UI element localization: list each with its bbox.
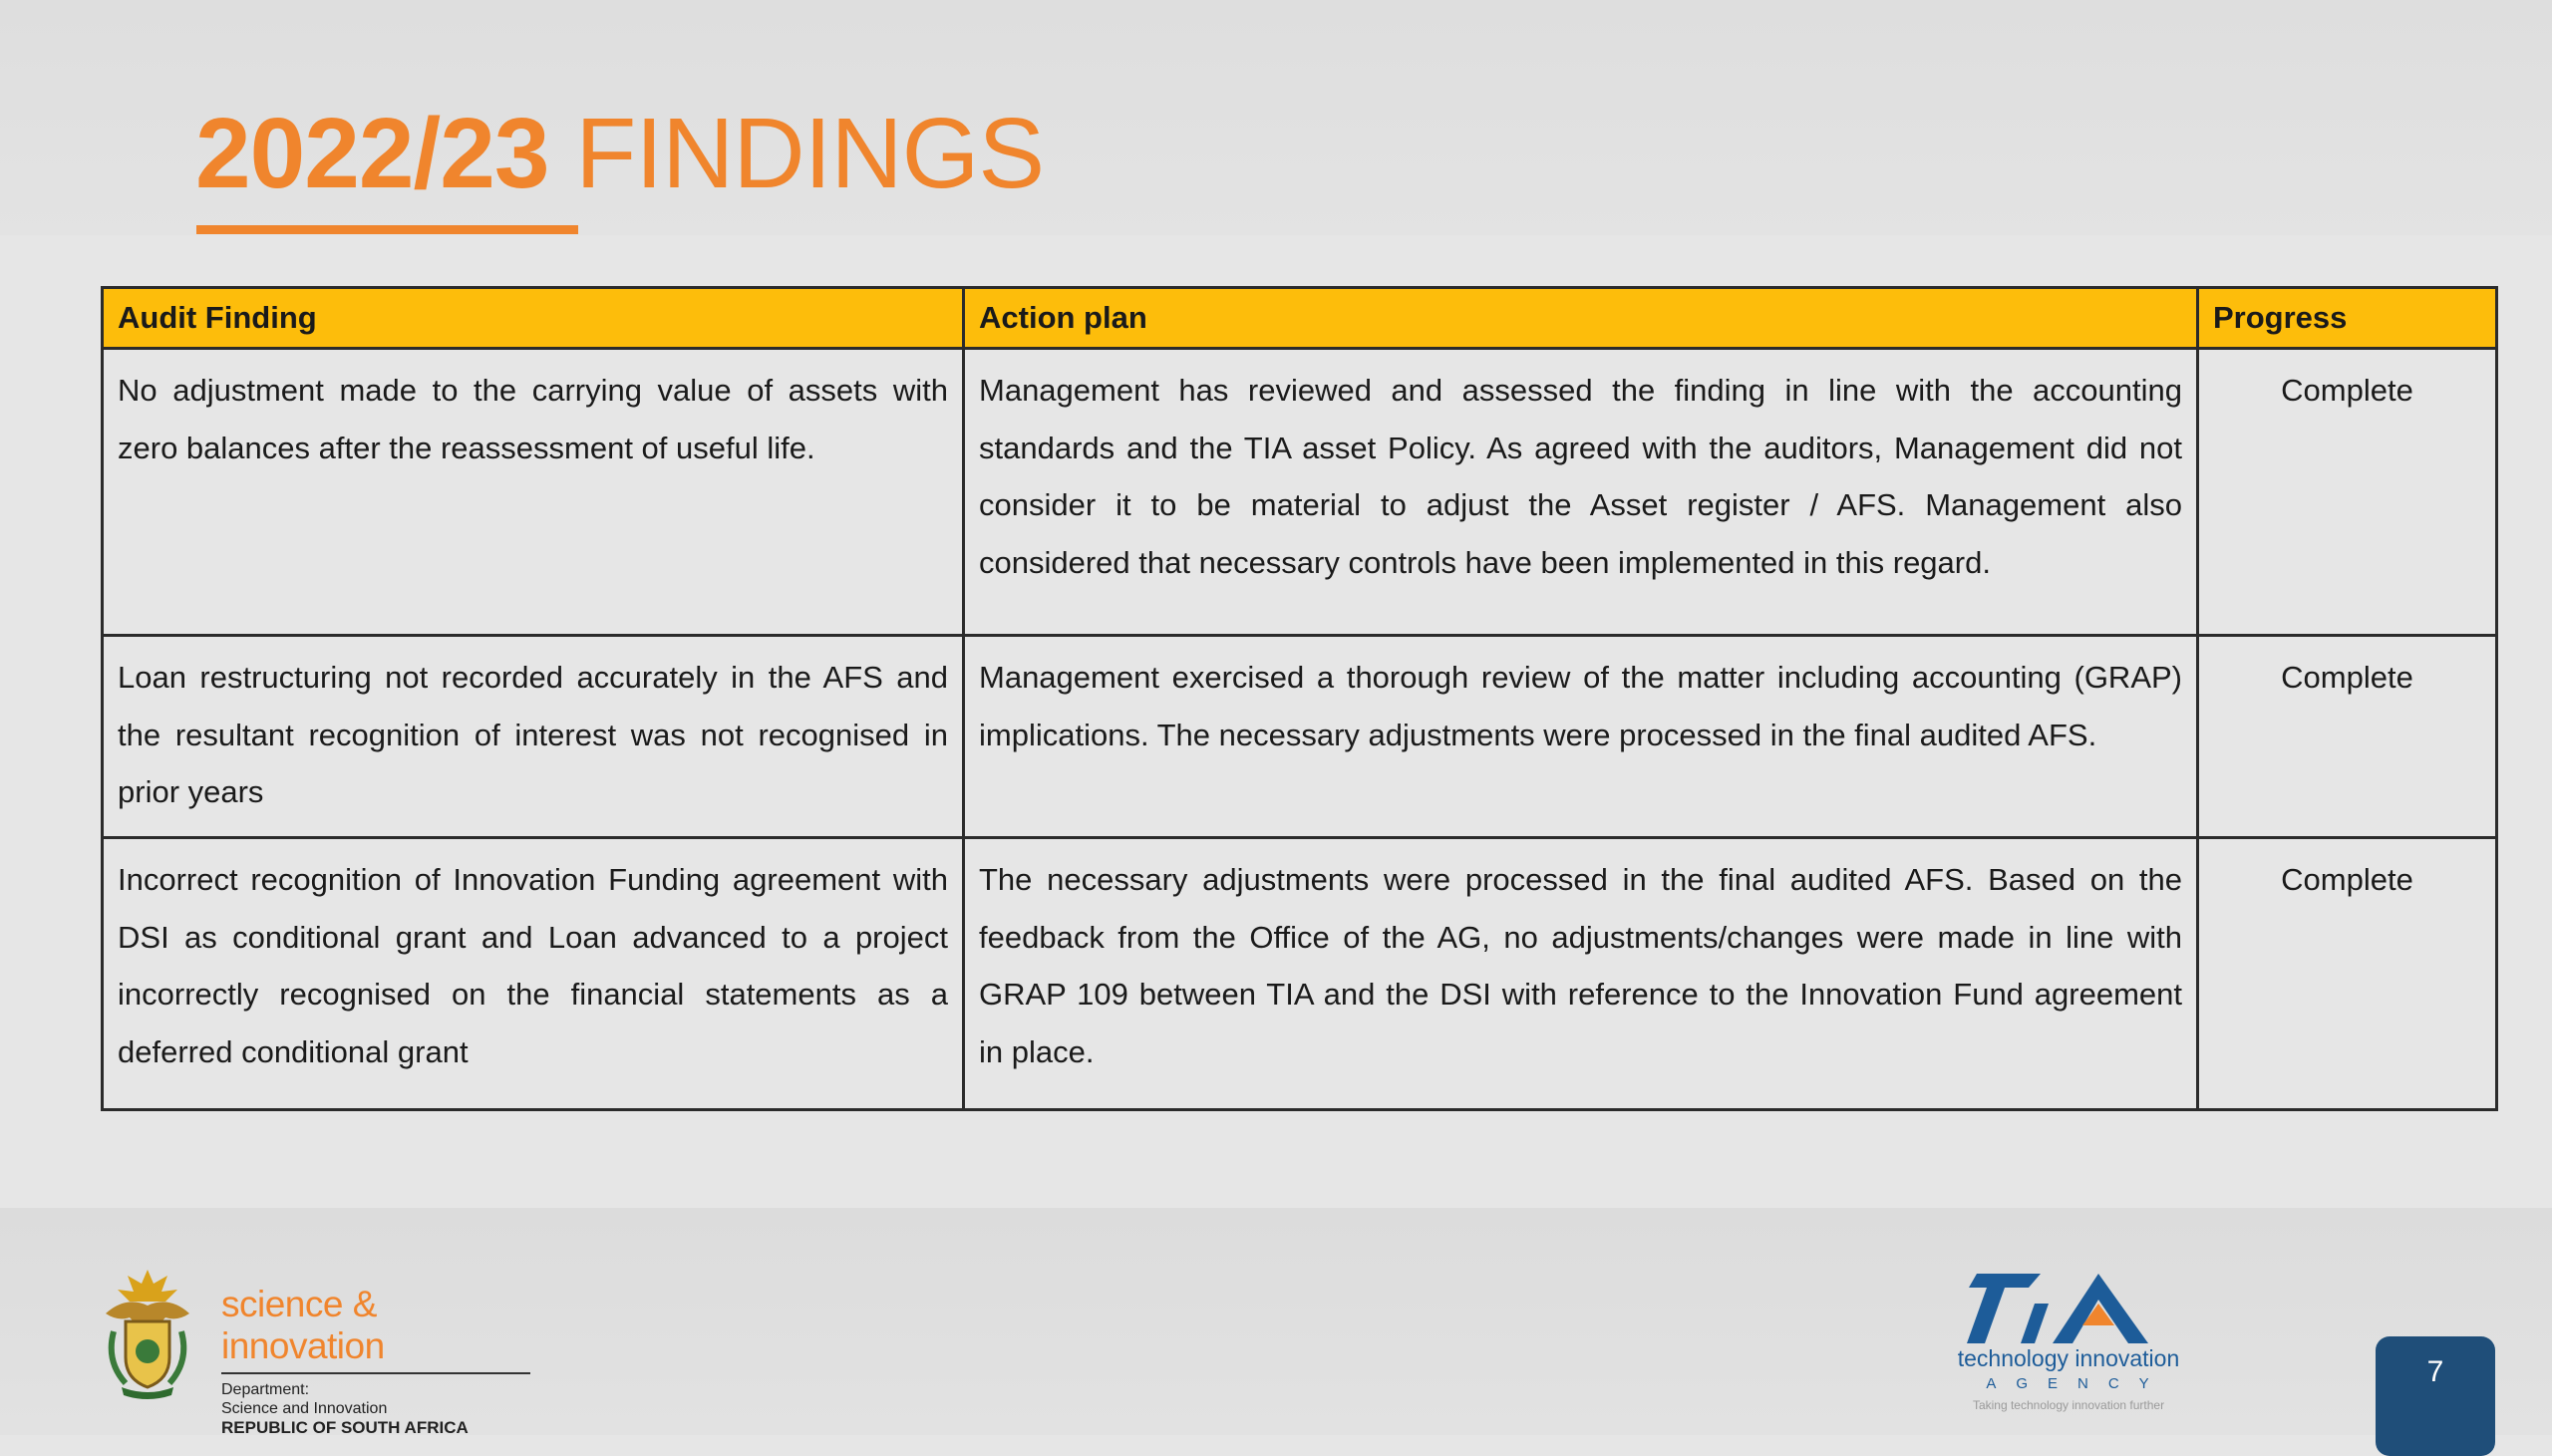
table-header-row [103,288,2497,349]
action-plan-cell: Management has reviewed and assessed the finding in line with the accounting standards and the TIA asset Policy. As agreed with the auditors, Management did not consider it to be material to adjust the Asset register / AFS. Management also considered that necessary controls have been implemented in this regard. [964,349,2198,636]
header-audit-finding: Audit Finding [103,288,964,349]
page-number: 7 [2376,1336,2495,1456]
tia-caption [1944,1345,2193,1413]
tia-tagline: Taking technology innovation further [1972,1398,2165,1412]
progress-cell: Complete [2198,838,2497,1110]
progress-cell: Complete [2198,349,2497,636]
department-divider [221,1372,530,1374]
table-row [103,838,2497,1110]
department-name: science & innovation [221,1284,385,1366]
audit-finding-cell: No adjustment made to the carrying value of assets with zero balances after the reassessment of useful life. [103,349,964,636]
progress-cell: Complete [2198,636,2497,838]
title-underline [196,225,578,234]
action-plan-cell: Management exercised a thorough review of the matter including accounting (GRAP) implications. The necessary adjustments were processed in the final audited AFS. [964,636,2198,838]
tia-name: technology innovation [1957,1345,2180,1371]
coat-of-arms-icon [96,1262,199,1401]
department-logo [221,1284,540,1437]
audit-finding-cell: Loan restructuring not recorded accurately in the AFS and the resultant recognition of interest was not recognised in prior years [103,636,964,838]
country-name: REPUBLIC OF SOUTH AFRICA [221,1418,469,1437]
department-label: Department: [221,1381,310,1398]
table-row [103,636,2497,838]
title-text: FINDINGS [548,98,1045,209]
findings-table [101,286,2498,1111]
table-row [103,349,2497,636]
audit-finding-cell: Incorrect recognition of Innovation Funding agreement with DSI as conditional grant and Loan advanced to a project incorrectly recognised on the financial statements as a deferred conditional grant [103,838,964,1110]
action-plan-cell: The necessary adjustments were processed in the final audited AFS. Based on the feedback from the Office of the AG, no adjustments/changes were made in line with GRAP 109 between TIA and the DSI with reference to the Innovation Fund agreement in place. [964,838,2198,1110]
header-progress: Progress [2198,288,2497,349]
tia-agency: AGENCY [1986,1375,2169,1392]
department-full-name: Science and Innovation [221,1400,388,1417]
slide-title [195,96,1044,211]
header-action-plan: Action plan [964,288,2198,349]
title-year: 2022/23 [195,98,549,209]
